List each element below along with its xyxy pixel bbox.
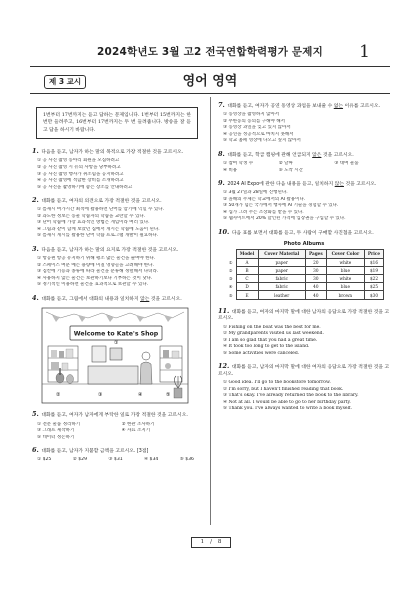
question-3 (32, 245, 202, 289)
question-number: 10. (218, 227, 230, 236)
option-5: ⑤ $36 (179, 457, 194, 463)
marker-5: ⑤ (166, 392, 171, 399)
question-number: 2. (32, 196, 39, 205)
option-3: ③ 공 사진 촬영 행사가 취소됨을 공지하려고 (37, 171, 124, 177)
exam-title: 2024학년도 3월 고2 전국연합학력평가 문제지 (97, 46, 323, 58)
column-header: Model (236, 250, 258, 258)
option-5: ⑤ 데이터 정돈하기 (37, 434, 75, 440)
table-header-row (226, 250, 384, 258)
table-cell: paper (258, 266, 305, 274)
question-2 (32, 196, 202, 240)
table-cell: 20 (305, 258, 326, 266)
right-column (218, 101, 390, 418)
option-2: ② 과도한 정보는 동물 학습자의 학습을 교란할 수 있다. (37, 213, 146, 219)
question-number: 3. (32, 244, 39, 253)
table-row (226, 283, 384, 291)
question-text: 대화를 듣고, 여자의 마지막 말에 대한 남자의 응답으로 가장 적절한 것을 고르시오. (218, 309, 390, 322)
marker-3: ③ (98, 392, 103, 399)
option-1: ① 동영상을 촬영하지 않아서 (223, 112, 280, 118)
question-12-stem (218, 362, 390, 378)
question-number: 1. (32, 147, 39, 156)
question-text: 대화를 듣고, 그림에서 대화의 내용과 일치하지 (41, 296, 139, 302)
option-5: ⑤ 공 사진을 촬영하기에 좋은 장소를 안내하려고 (37, 184, 133, 190)
header-rule (30, 66, 390, 67)
table-cell: paper (258, 258, 305, 266)
question-text: 다음 표를 보면서 대화를 듣고, 두 사람이 구매할 사진첩을 고르시오. (231, 230, 374, 236)
subject-rule (30, 93, 390, 94)
marker-1: ① (114, 340, 119, 347)
table-cell: $19 (365, 266, 384, 274)
option-3: ③ 단어 학습에 가장 효과적인 방법은 게임이라 여러 있다. (37, 220, 150, 226)
option-4: ④ It took too long to get to the island. (223, 344, 310, 350)
question-number: 12. (218, 362, 230, 371)
table-cell: blue (326, 283, 364, 291)
subject-title: 영어 영역 (182, 74, 238, 89)
option-2: ② 무한동의 동의를 구해야 해서 (223, 118, 285, 124)
question-number: 11. (218, 306, 230, 315)
option-2: ② 현관 조사하기 (121, 421, 155, 427)
option-1: ① 전문 물품 정리하기 (37, 421, 81, 427)
table-cell: white (326, 275, 364, 283)
shop-sign-text: Welcome to Kate's Shop (73, 330, 159, 338)
option-3: ③ 짐칸에 기능과 종류에 따라 물건을 분류해 정렬해서 다녀라. (37, 269, 159, 275)
underlined-word: 없는 (333, 104, 344, 109)
option-3: ③ 대여 물품 (334, 160, 359, 166)
session-badge: 제 3 교시 (44, 75, 86, 89)
option-1: ① Fishing on the boat was the best for me. (223, 324, 321, 330)
current-page: 1 (200, 538, 205, 545)
option-5: ⑤ 학교 홈페 영상에 나오고 싶지 않아서 (223, 138, 301, 144)
question-number: 9. (218, 179, 225, 188)
option-2: ② 공 사진 촬영 시 유의 사항을 당부하려고 (37, 164, 121, 170)
table-row (226, 266, 384, 274)
option-4: ④ Not at all. I would be able to go to her birthday party. (223, 399, 351, 405)
question-9-stem (218, 179, 390, 189)
shop-illustration (40, 306, 190, 405)
column-header: Price (365, 250, 384, 258)
table-cell: E (236, 291, 258, 299)
option-1: ① 3월 27일과 28일에 진행된다. (223, 190, 288, 196)
table-cell: C (236, 275, 258, 283)
table-cell: $22 (365, 275, 384, 283)
option-4: ④ 사용하지 않는 물건은 보관하기보다 기부하는 것이 낫다. (37, 275, 153, 281)
question-text-end: 것을 고르시오. (150, 296, 182, 302)
question-number: 8. (218, 149, 225, 158)
underlined-word: 않는 (334, 182, 344, 188)
question-text: 대화를 듣고, 여자가 공연 동영상 과업을 보내줄 수 (227, 104, 333, 109)
page-number: 1 (359, 42, 370, 62)
question-6-stem (32, 446, 202, 456)
photo-albums-table (226, 249, 384, 299)
option-4: ④ 십가 그려 주는 조상화를 받을 수 있다. (223, 209, 304, 215)
question-text: 대화를 듣고, 학급 캠핑에 관해 언급되지 (227, 152, 311, 158)
instructions-box: 1번부터 17번까지는 듣고 답하는 문제입니다. 1번부터 15번까지는 한 번만 들려주고, 16번부터 17번까지는 두 번 들려줍니다. 방송을 잘 듣고 답을 하시기 바랍니다. (36, 107, 198, 139)
question-number: 4. (32, 293, 39, 302)
question-11-stem (218, 307, 390, 323)
table-cell: fabric (258, 283, 305, 291)
table-cell: B (236, 266, 258, 274)
question-text: 다음을 듣고, 남자가 하는 말의 목적으로 가장 적절한 것을 고르시오. (41, 150, 184, 156)
question-text: 대화를 듣고, 여자가 남자에게 부탁한 일로 가장 적절한 것을 고르시오. (41, 413, 188, 419)
table-cell: brown (326, 291, 364, 299)
question-text: 대화를 듣고, 남자가 지불할 금액을 고르시오. [3점] (41, 449, 149, 455)
table-cell: 30 (305, 275, 326, 283)
question-number: 7. (218, 101, 225, 109)
question-text: 대화를 듣고, 여자의 의견으로 가장 적절한 것을 고르시오. (41, 199, 162, 205)
row-marker: ② (226, 266, 236, 274)
question-number: 6. (32, 446, 39, 455)
option-3: ③ 동영상 과일을 잊고 있지 않아서 (223, 125, 291, 131)
row-marker: ① (226, 258, 236, 266)
question-text-end: 것을 고르시오. (345, 182, 377, 188)
option-3: ③ 그래프 제작하기 (37, 428, 75, 434)
row-marker: ③ (226, 275, 236, 283)
column-header: Cover Material (258, 250, 305, 258)
option-5: ⑤ 웹사이트에서 20% 할인된 가격에 입장권을 구입할 수 있다. (223, 216, 346, 222)
question-text: 다음을 듣고, 남자가 하는 말의 요지로 가장 적절한 것을 고르시오. (41, 247, 179, 253)
option-2: ② 올해의 주제는 학교에서의 AI 활용이다. (223, 196, 306, 202)
table-cell: $25 (365, 283, 384, 291)
option-4: ④ 공 사진 촬영에 적합한 장비를 소개하려고 (37, 178, 124, 184)
column-divider (210, 97, 211, 525)
question-8 (218, 150, 390, 174)
option-2: ② I'm sorry, but I haven't finished reading that book. (223, 386, 344, 392)
option-5: ⑤ Thank you. I've always wanted to write a book myself. (223, 406, 352, 412)
question-7 (218, 101, 390, 145)
table-row (226, 258, 384, 266)
option-2: ② 날짜 (278, 160, 293, 166)
option-4: ④ 자료 소지기 (121, 428, 151, 434)
question-10 (218, 228, 390, 300)
question-4-stem (32, 294, 202, 304)
table-row (226, 275, 384, 283)
left-column (32, 101, 202, 469)
question-text: 대화를 듣고, 남자의 마지막 말에 대한 여자의 응답으로 가장 적절한 것을 고르시오. (218, 365, 390, 377)
table-cell: 30 (305, 266, 326, 274)
table-title: Photo Albums (283, 240, 325, 247)
table-cell: 40 (305, 291, 326, 299)
table-row (226, 291, 384, 299)
table-cell: $30 (365, 291, 384, 299)
option-4: ④ 비용 (223, 167, 238, 173)
question-1-stem (32, 147, 202, 157)
option-1: ① $25 (37, 457, 52, 463)
table-cell: D (236, 283, 258, 291)
marker-4: ④ (138, 392, 143, 399)
option-5: ⑤ Some activities were canceled. (223, 350, 300, 356)
column-header: Cover Color (326, 250, 364, 258)
question-text-end: 이유를 고르시오. (344, 104, 381, 109)
row-marker: ⑤ (226, 291, 236, 299)
shop-drawing (40, 306, 190, 405)
option-2: ② $29 (72, 457, 88, 463)
row-marker: ④ (226, 283, 236, 291)
table-cell: A (236, 258, 258, 266)
question-text: 2024 AI Expo에 관한 다음 내용을 듣고, 일치하지 (227, 182, 334, 188)
option-5: ⑤ 도착 시간 (278, 167, 303, 173)
option-4: ④ 그림과 같이 함께 보았던 집에서 게시는 학습에 도움이 된다. (37, 226, 160, 232)
table-cell: 40 (305, 283, 326, 291)
table-cell: white (326, 258, 364, 266)
option-4: ④ 공연을 성공적으로 마치지 못해서 (223, 131, 294, 137)
option-5: ⑤ 정기적인 이용하면 물건을 효과적으로 보관할 수 있다. (37, 282, 149, 288)
question-7-stem (218, 101, 390, 111)
column-header: Pages (305, 250, 326, 258)
option-3: ③ That's okay. I've already returned the book to the library. (223, 393, 359, 399)
question-12 (218, 362, 390, 412)
option-5: ⑤ 틈새시 게시를 활용한 단어 학습 프로그램 개발이 필요하다. (37, 233, 159, 239)
table-cell: $16 (365, 258, 384, 266)
option-3: ③ I am so glad that you had a great time. (223, 337, 318, 343)
option-1: ① 참여 학생 수 (223, 160, 254, 166)
question-5 (32, 410, 202, 441)
question-1 (32, 147, 202, 191)
option-1: ① 틈새시 여가시간 최적에 활용하면 단어를 암기에 익힐 수 있다. (37, 207, 165, 213)
marker-column-header (226, 250, 236, 258)
question-8-stem (218, 150, 390, 160)
option-1: ① Good idea. I'll go to the bookstore tomorrow. (223, 380, 331, 386)
page-indicator (191, 537, 231, 548)
option-2: ② My grandparents visited us last weekend. (223, 331, 324, 337)
option-3: ③ 50개가 넘는 국가에서 행사에 AI 기술을 경험할 수 있다. (223, 203, 339, 209)
question-number: 5. (32, 410, 39, 419)
option-1: ① 항공편 항공 유지하기 위해 평소 많은 물건을 줄여야 한다. (37, 256, 156, 262)
question-3-stem (32, 245, 202, 255)
question-2-stem (32, 196, 202, 206)
page-separator-icon: / (210, 538, 212, 545)
total-pages: 8 (217, 538, 222, 545)
underlined-word: 않은 (312, 152, 322, 158)
question-6 (32, 446, 202, 464)
option-1: ① 공 사진 촬영 동아리 회원을 모집하려고 (37, 158, 120, 164)
question-9 (218, 179, 390, 223)
question-5-stem (32, 410, 202, 420)
table-cell: leather (258, 291, 305, 299)
table-cell: fabric (258, 275, 305, 283)
underlined-word: 않는 (140, 296, 150, 302)
question-text-end: 것을 고르시오. (322, 152, 354, 158)
table-cell: blue (326, 266, 364, 274)
question-11 (218, 307, 390, 357)
marker-2: ② (56, 392, 61, 399)
question-4 (32, 294, 202, 406)
option-4: ④ $34 (143, 457, 159, 463)
option-2: ② 스페이스 여분 예는 용량에 미칠 영향들을 고려해야 한다. (37, 262, 154, 268)
option-3: ③ $31 (108, 457, 123, 463)
question-10-stem (218, 228, 390, 238)
